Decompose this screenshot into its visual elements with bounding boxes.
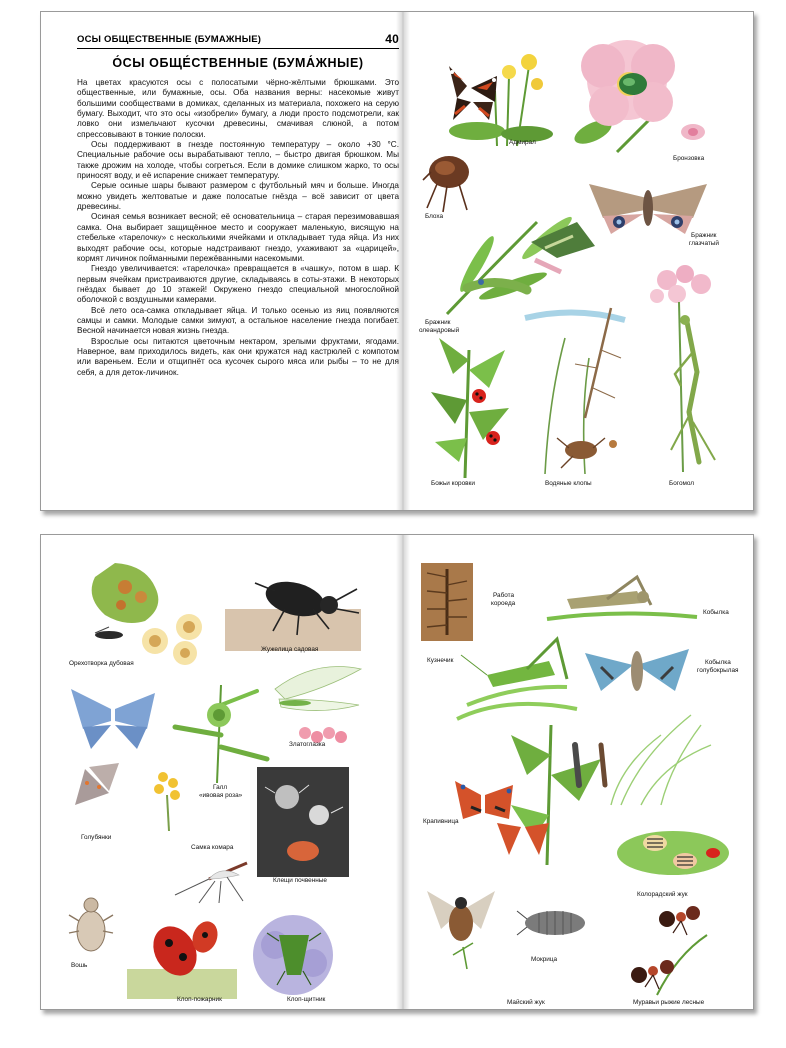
caption-krapivnitsa: Крапивница bbox=[423, 818, 459, 825]
lacewing-illustration bbox=[265, 659, 365, 749]
caption-rabota-1: Работа bbox=[493, 592, 515, 599]
ladybirds-illustration bbox=[419, 330, 513, 480]
caption-kleshchi: Клещи почвенные bbox=[273, 877, 327, 884]
paragraph: Гнездо увеличивается: «тарелочка» превращается в «чашку», потом в шар. К первым ячейкам пристраиваются другие, складываясь в соты-этажи. В некоторых гнёздах бывает до 10 этажей! Окружено гнездо специальной многослойной оболочкой с воздушными камерами. bbox=[77, 264, 399, 305]
running-header bbox=[77, 32, 399, 49]
caption-brazhnik-oleandrovy-1: Бражник bbox=[425, 319, 451, 326]
caption-rabota-2: короеда bbox=[491, 600, 516, 607]
caption-zlatoglazka: Златоглазка bbox=[289, 741, 326, 748]
caption-admiral: Адмирал bbox=[509, 139, 536, 146]
mantis-illustration bbox=[627, 262, 737, 474]
caption-gall-2: «ивовая роза» bbox=[199, 792, 243, 799]
caption-kobylka-gol-1: Кобылка bbox=[705, 659, 731, 666]
caption-klop-shchitnik: Клоп-щитник bbox=[287, 996, 326, 1003]
page-number: 40 bbox=[385, 32, 399, 46]
firebugs-illustration bbox=[127, 909, 237, 999]
article-title: О́СЫ ОБЩЕ́СТВЕННЫЕ (БУМА́ЖНЫЕ) bbox=[112, 56, 364, 70]
mosquito-illustration bbox=[169, 855, 253, 905]
caption-vosh: Вошь bbox=[71, 962, 88, 969]
nettle-butterfly-illustration bbox=[451, 715, 621, 865]
admiral-butterfly-illustration bbox=[437, 36, 557, 148]
caption-brazhnik-glazchaty-2: глазчатый bbox=[689, 240, 719, 247]
caption-koloradsky: Колорадский жук bbox=[637, 891, 688, 898]
caption-kobylka: Кобылка bbox=[703, 609, 729, 616]
caption-blokha: Блоха bbox=[425, 213, 444, 220]
caption-kuznechik: Кузнечик bbox=[427, 657, 454, 664]
red-ants-illustration bbox=[597, 895, 717, 995]
paragraph: Взрослые осы питаются цветочным нектаром, зрелыми фруктами, ягодами. Наверное, вам приходилось видеть, как они кружатся над кастрюлей с компотом или вареньем. Если и отщипнёт оса кусочек сырого мяса или рыбы – то не для себя, а для деток-личинок. bbox=[77, 336, 399, 377]
book-spread-bottom bbox=[40, 534, 754, 1010]
caption-bronzovka: Бронзовка bbox=[673, 155, 705, 162]
caption-vodyanye-klopy: Водяные клопы bbox=[545, 480, 592, 487]
colorado-beetle-illustration bbox=[613, 813, 733, 893]
louse-illustration bbox=[67, 891, 115, 957]
paragraph: Осы поддерживают в гнезде постоянную температуру – около +30 °С. Специальные рабочие осы вырабатывают тепло, – быстро двигая брюшком. Мы также дрожим на холоде, чтобы согреться. Если в домике слишком жарко, то осы приносят воду, и её испарение снижает температуру. bbox=[77, 140, 399, 181]
bronze-beetle-illustration bbox=[557, 36, 717, 162]
caption-brazhnik-glazchaty-1: Бражник bbox=[691, 232, 717, 239]
shield-bug-illustration bbox=[239, 905, 347, 1001]
article-body bbox=[77, 78, 399, 378]
gall-wasp-illustration bbox=[65, 557, 215, 667]
katydid-illustration bbox=[457, 635, 577, 723]
paragraph: Осиная семья возникает весной; её основательница – старая перезимовавшая самка. Она выбирает защищённое место и сооружает маленькую, висящую на стебельке «тарелочку» с несколькими ячейками и откладывает туда яйца. Из них выходят рабочие осы, которые надстраивают гнездо, ухаживают за «царицей», кормят личинок пойманными пережёванными насекомыми. bbox=[77, 212, 399, 263]
caption-samka-komara: Самка комара bbox=[191, 844, 234, 851]
paragraph: Серые осиные шары бывают размером с футбольный мяч и больше. Иногда можно увидеть желтоватые и даже полосатые гнёзда – всё зависит от цвета древесины. bbox=[77, 181, 399, 212]
paragraph: На цветах красуются осы с полосатыми чёрно-жёлтыми брюшками. Это общественные, или бумажные, осы. Оба названия верны: насекомые живут большими сообществами в домиках, сделанных из материала, похожего на серую бумагу. Выходит, что это осы «изобрели» бумагу, а люди просто подсмотрели, как ловко они измельчают кусочки древесины, смачивая слюной, а потом спрессовывают в тонкие полоски. bbox=[77, 78, 399, 139]
book-spread-top bbox=[40, 11, 754, 511]
soil-mites-illustration bbox=[257, 767, 349, 877]
caption-kobylka-gol-2: голубокрылая bbox=[697, 667, 739, 674]
grasshopper-illustration bbox=[547, 569, 697, 625]
caption-gall-1: Галл bbox=[213, 784, 228, 791]
cockchafer-illustration bbox=[423, 871, 499, 971]
blue-butterflies-illustration bbox=[65, 683, 195, 833]
caption-klop-pozharnik: Клоп-пожарник bbox=[177, 996, 222, 1003]
woodlouse-illustration bbox=[515, 899, 595, 949]
running-title: ОСЫ ОБЩЕСТВЕННЫЕ (БУМАЖНЫЕ) bbox=[77, 34, 262, 45]
blue-winged-grasshopper-illustration bbox=[577, 635, 697, 705]
caption-maisky: Майский жук bbox=[507, 999, 545, 1006]
caption-brazhnik-oleandrovy-2: олеандровый bbox=[419, 327, 460, 334]
bark-beetle-work-illustration bbox=[421, 563, 473, 641]
caption-golubyanki: Голубянки bbox=[81, 834, 112, 841]
water-bugs-illustration bbox=[525, 298, 629, 478]
caption-bozhi-korovki: Божьи коровки bbox=[431, 480, 475, 487]
ground-beetle-illustration bbox=[225, 569, 361, 651]
book-gutter bbox=[396, 535, 410, 1009]
caption-orekhotvorka: Орехотворка дубовая bbox=[69, 660, 134, 667]
caption-mokritsa: Мокрица bbox=[531, 956, 558, 963]
caption-bogomol: Богомол bbox=[669, 480, 695, 487]
caption-zhuzhelitsa: Жужелица садовая bbox=[261, 646, 319, 653]
paragraph: Всё лето оса-самка откладывает яйца. И только осенью из яиц появляются самцы и самки. Молодые самки зимуют, а остальное население гнезда погибает. Весной начинается новая жизнь гнезда. bbox=[77, 305, 399, 336]
caption-muravyi: Муравьи рыжие лесные bbox=[633, 999, 705, 1006]
